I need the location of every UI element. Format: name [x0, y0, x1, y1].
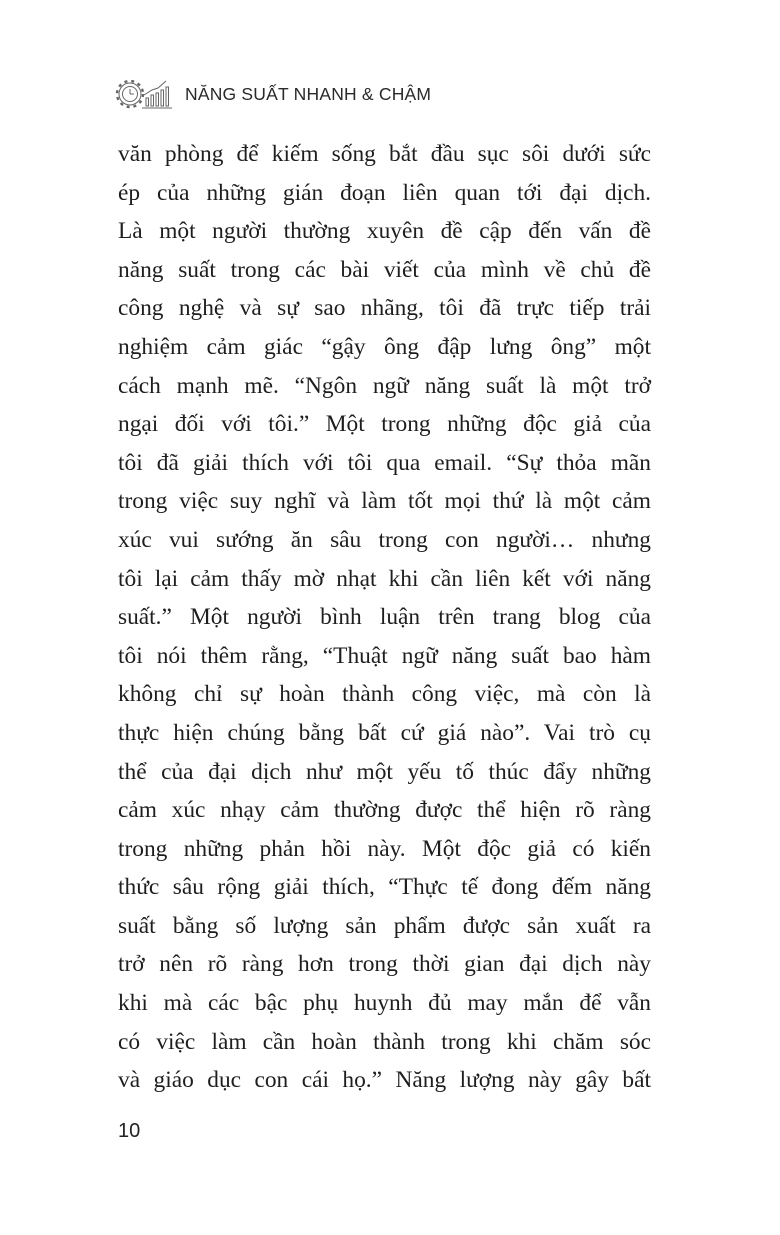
running-header-title: NĂNG SUẤT NHANH & CHẬM: [185, 83, 432, 104]
page-number: 10: [118, 1120, 141, 1142]
text-line: trong việc suy nghĩ và làm tốt mọi thứ là một cảm: [118, 488, 651, 515]
text-line: Là một người thường xuyên đề cập đến vấn đề: [118, 218, 651, 245]
text-line: suất bằng số lượng sản phẩm được sản xuất ra: [118, 912, 651, 939]
text-line: thể của đại dịch như một yếu tố thúc đẩy những: [118, 758, 651, 785]
text-line: cách mạnh mẽ. “Ngôn ngữ năng suất là một trở: [118, 372, 651, 399]
text-line: ngại đối với tôi.” Một trong những độc giả của: [118, 411, 651, 438]
text-line: công nghệ và sự sao nhãng, tôi đã trực tiếp trải: [118, 295, 651, 322]
text-line: tôi nói thêm rằng, “Thuật ngữ năng suất bao hàm: [118, 642, 651, 669]
text-line: trong những phản hồi này. Một độc giả có kiến: [118, 835, 651, 862]
text-line: thực hiện chúng bằng bất cứ giá nào”. Vai trò cụ: [118, 719, 651, 746]
text-line: tôi đã giải thích với tôi qua email. “Sự thỏa mãn: [118, 449, 651, 476]
text-line: nghiệm cảm giác “gậy ông đập lưng ông” một: [118, 333, 651, 360]
text-line: xúc vui sướng ăn sâu trong con người… nhưng: [118, 526, 651, 553]
text-line: và giáo dục con cái họ.” Năng lượng này gây bất: [118, 1067, 651, 1094]
running-header: [114, 76, 431, 112]
text-line: trở nên rõ ràng hơn trong thời gian đại dịch này: [118, 951, 651, 978]
text-line: cảm xúc nhạy cảm thường được thể hiện rõ ràng: [118, 797, 651, 824]
text-line: có việc làm cần hoàn thành trong khi chăm sóc: [118, 1028, 651, 1055]
text-line: không chỉ sự hoàn thành công việc, mà còn là: [118, 681, 651, 708]
body-paragraph: [118, 135, 651, 1100]
text-line: năng suất trong các bài viết của mình về chủ đề: [118, 256, 651, 283]
text-line: khi mà các bậc phụ huynh đủ may mắn để vẫn: [118, 990, 651, 1017]
gear-clock-bar-chart-icon: [114, 76, 176, 112]
text-line: ép của những gián đoạn liên quan tới đại dịch.: [118, 179, 651, 206]
text-line: suất.” Một người bình luận trên trang blog của: [118, 604, 651, 631]
text-line: thức sâu rộng giải thích, “Thực tế đong đếm năng: [118, 874, 651, 901]
text-line: tôi lại cảm thấy mờ nhạt khi cần liên kết với năng: [118, 565, 651, 592]
text-line: văn phòng để kiếm sống bắt đầu sục sôi dưới sức: [118, 141, 651, 167]
